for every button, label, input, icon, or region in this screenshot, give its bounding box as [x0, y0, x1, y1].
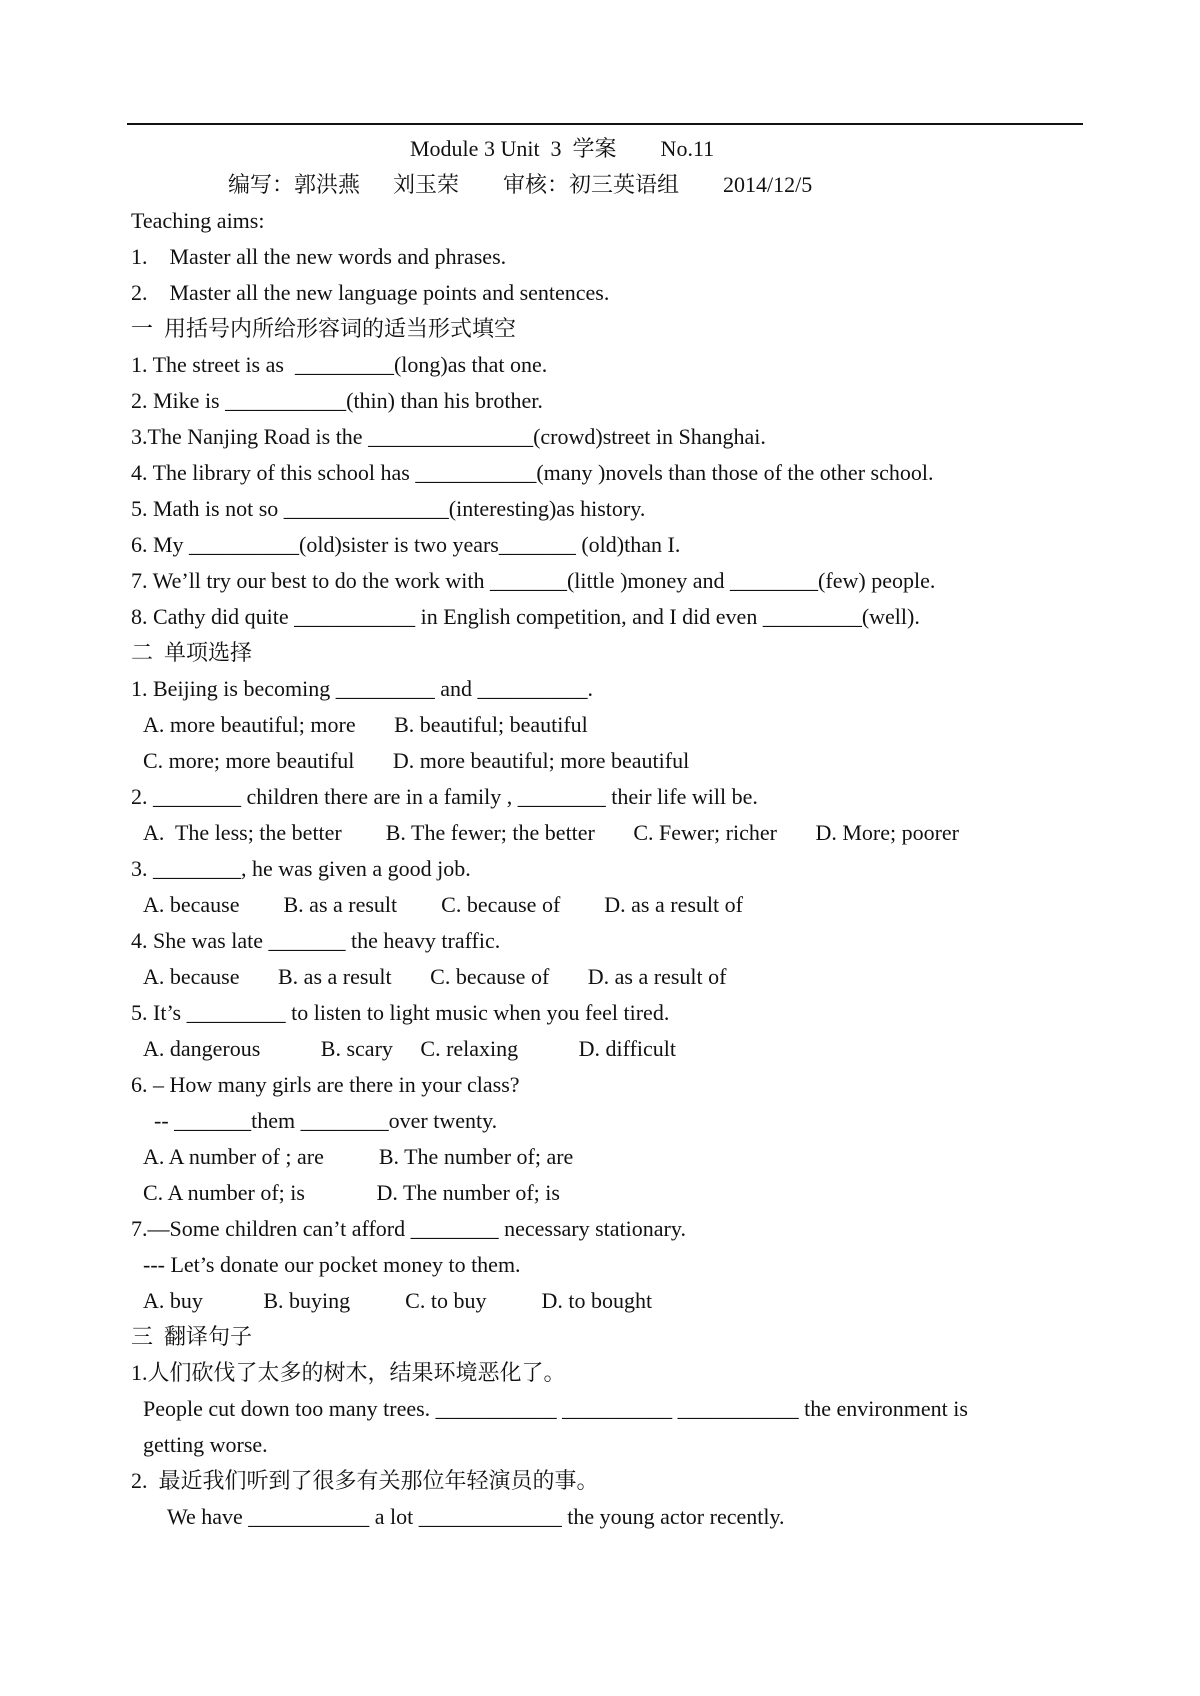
translation-english: We have ___________ a lot _____________ the young actor recently.	[167, 1504, 785, 1529]
fill-blank-item: 3.The Nanjing Road is the _______________(crowd)street in Shanghai.	[131, 424, 766, 449]
fill-blank-item: 2. Mike is ___________(thin) than his brother.	[131, 388, 543, 413]
document-title: Module 3 Unit 3 学案 No.11	[410, 136, 715, 161]
mc-options: C. A number of; is D. The number of; is	[143, 1180, 560, 1205]
fill-blank-item: 8. Cathy did quite ___________ in English competition, and I did even _________(well).	[131, 604, 920, 629]
aim-item: 1. Master all the new words and phrases.	[131, 244, 507, 269]
fill-blank-item: 6. My __________(old)sister is two years_______ (old)than I.	[131, 532, 681, 557]
mc-question: 1. Beijing is becoming _________ and __________.	[131, 676, 593, 701]
mc-options: A. more beautiful; more B. beautiful; beautiful	[143, 712, 588, 737]
mc-question: 3. ________, he was given a good job.	[131, 856, 471, 881]
header-rule	[127, 123, 1083, 125]
mc-answer-line: -- _______them ________over twenty.	[143, 1108, 498, 1133]
translation-english: getting worse.	[143, 1432, 268, 1457]
mc-question: 6. – How many girls are there in your class?	[131, 1072, 520, 1097]
aim-item: 2. Master all the new language points and sentences.	[131, 280, 610, 305]
mc-options: A. buy B. buying C. to buy D. to bought	[143, 1288, 653, 1313]
mc-options: A. because B. as a result C. because of D. as a result of	[143, 964, 727, 989]
author-line: 编写：郭洪燕 刘玉荣 审核：初三英语组 2014/12/5	[228, 172, 813, 197]
aims-heading: Teaching aims:	[131, 208, 265, 233]
mc-options: A. A number of ; are B. The number of; are	[143, 1144, 574, 1169]
fill-blank-item: 7. We’ll try our best to do the work with _______(little )money and ________(few) people.	[131, 568, 936, 593]
fill-blank-item: 5. Math is not so _______________(interesting)as history.	[131, 496, 646, 521]
mc-options: A. The less; the better B. The fewer; the better C. Fewer; richer D. More; poorer	[143, 820, 960, 845]
translation-chinese: 2. 最近我们听到了很多有关那位年轻演员的事。	[131, 1468, 599, 1493]
mc-options: A. dangerous B. scary C. relaxing D. difficult	[143, 1036, 677, 1061]
mc-question: 7.—Some children can’t afford ________ necessary stationary.	[131, 1216, 686, 1241]
translation-english: People cut down too many trees. ___________ __________ ___________ the environment is	[143, 1396, 968, 1421]
mc-dialog-line: --- Let’s donate our pocket money to them.	[143, 1252, 521, 1277]
mc-options: A. because B. as a result C. because of D. as a result of	[143, 892, 743, 917]
section1-heading: 一 用括号内所给形容词的适当形式填空	[131, 316, 517, 341]
section2-heading: 二 单项选择	[131, 640, 253, 665]
mc-options: C. more; more beautiful D. more beautiful; more beautiful	[143, 748, 690, 773]
section3-heading: 三 翻译句子	[131, 1324, 253, 1349]
mc-question: 4. She was late _______ the heavy traffic.	[131, 928, 501, 953]
mc-question: 2. ________ children there are in a family , ________ their life will be.	[131, 784, 758, 809]
mc-question: 5. It’s _________ to listen to light music when you feel tired.	[131, 1000, 670, 1025]
fill-blank-item: 4. The library of this school has ___________(many )novels than those of the other school.	[131, 460, 934, 485]
fill-blank-item: 1. The street is as _________(long)as that one.	[131, 352, 548, 377]
translation-chinese: 1.人们砍伐了太多的树木，结果环境恶化了。	[131, 1360, 566, 1385]
